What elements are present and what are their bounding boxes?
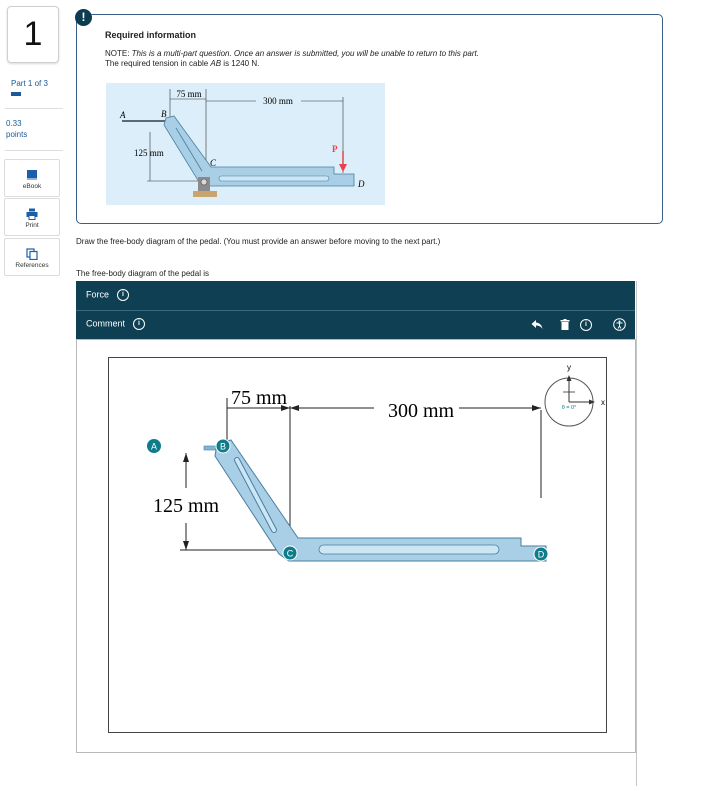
fbd-canvas-frame [76, 339, 636, 753]
fbd-drawing [109, 358, 606, 732]
multipart-note [105, 49, 479, 59]
part-label: Part 1 of 3 [11, 79, 48, 88]
print-button[interactable] [4, 198, 60, 236]
fbd-drawing-area[interactable] [108, 357, 607, 733]
tension-statement [105, 59, 479, 69]
point-b-marker[interactable] [216, 439, 230, 453]
points-display [6, 118, 27, 140]
question-instruction: Draw the free-body diagram of the pedal. (You must provide an answer before moving to the next part.) [76, 237, 441, 246]
pedal-figure [106, 83, 385, 205]
comment-label: Comment [86, 318, 126, 329]
note-prefix: NOTE: [105, 49, 132, 58]
ebook-label: eBook [22, 183, 42, 190]
tension-text-pre: The required tension in cable [105, 59, 211, 68]
points-label: points [6, 130, 28, 139]
undo-icon[interactable] [531, 319, 543, 330]
points-value: 0.33 [6, 119, 22, 128]
point-a-label: A [150, 441, 158, 452]
tension-variable: AB [210, 59, 222, 68]
axis-x-label: x [601, 398, 605, 407]
question-number: 1 [7, 6, 59, 63]
comment-row [76, 310, 635, 339]
point-c-label: C [286, 548, 294, 559]
dim-300-label: 300 mm [387, 400, 455, 422]
ebook-button[interactable] [4, 159, 60, 197]
info-icon[interactable]: i [133, 318, 145, 330]
print-label: Print [25, 222, 39, 229]
pin-c [201, 179, 207, 185]
point-a-marker[interactable] [147, 439, 161, 453]
question-sidebar [0, 0, 64, 791]
references-label: References [15, 262, 49, 269]
required-info-title: Required information [105, 30, 197, 40]
dim-arrowhead [290, 405, 299, 411]
dim-75-label: 75 mm [176, 89, 202, 99]
drawing-toolbar [76, 281, 635, 339]
scrollbar-track[interactable] [636, 281, 637, 786]
point-d-marker[interactable] [534, 547, 548, 561]
required-information-panel [76, 14, 663, 224]
fbd-label: The free-body diagram of the pedal is [76, 269, 209, 278]
dim-125-label: 125 mm [134, 148, 164, 158]
info-icon[interactable]: i [117, 289, 129, 301]
dim-arrowhead [183, 541, 189, 550]
accessibility-icon[interactable] [613, 318, 626, 331]
label-b: B [161, 109, 167, 119]
pedal-body [164, 116, 354, 186]
dim-arrowhead [183, 453, 189, 462]
comment-tool-button[interactable] [86, 318, 145, 330]
point-c-marker[interactable] [283, 546, 297, 560]
references-button[interactable] [4, 238, 60, 276]
sidebar-divider [5, 150, 63, 151]
label-p: P [332, 144, 338, 154]
dim-300-label: 300 mm [263, 96, 293, 106]
force-p-arrowhead [339, 164, 347, 172]
documents-icon [26, 248, 38, 260]
axis-y-label: y [567, 363, 571, 372]
angle-value: θ = 0° [561, 405, 577, 411]
dim-75-label: 75 mm [230, 387, 288, 409]
pedal-body [215, 440, 546, 561]
dim-arrowhead [532, 405, 541, 411]
force-tool-button[interactable] [86, 289, 129, 301]
pedal-slot [219, 176, 329, 181]
ground-support [193, 191, 217, 197]
label-c: C [210, 158, 217, 168]
info-icon[interactable]: i [580, 319, 592, 331]
part-progress-bar [11, 92, 21, 96]
point-d-label: D [537, 549, 545, 560]
point-b-label: B [219, 441, 227, 452]
note-text: This is a multi-part question. Once an answer is submitted, you will be unable to return to this part. [131, 49, 479, 58]
alert-icon: ! [75, 9, 92, 26]
required-note [105, 49, 479, 69]
book-icon [26, 169, 38, 181]
printer-icon [26, 208, 38, 220]
dim-125-label: 125 mm [152, 495, 220, 517]
pedal-slot [319, 545, 499, 554]
label-d: D [358, 179, 365, 189]
sidebar-divider [5, 108, 63, 109]
label-a: A [120, 110, 126, 120]
angle-widget[interactable] [545, 363, 605, 426]
pedal-figure-drawing [106, 83, 385, 205]
trash-icon[interactable] [560, 319, 570, 330]
tension-text-post: is 1240 N. [221, 59, 260, 68]
force-label: Force [86, 289, 110, 300]
force-row [76, 281, 635, 311]
